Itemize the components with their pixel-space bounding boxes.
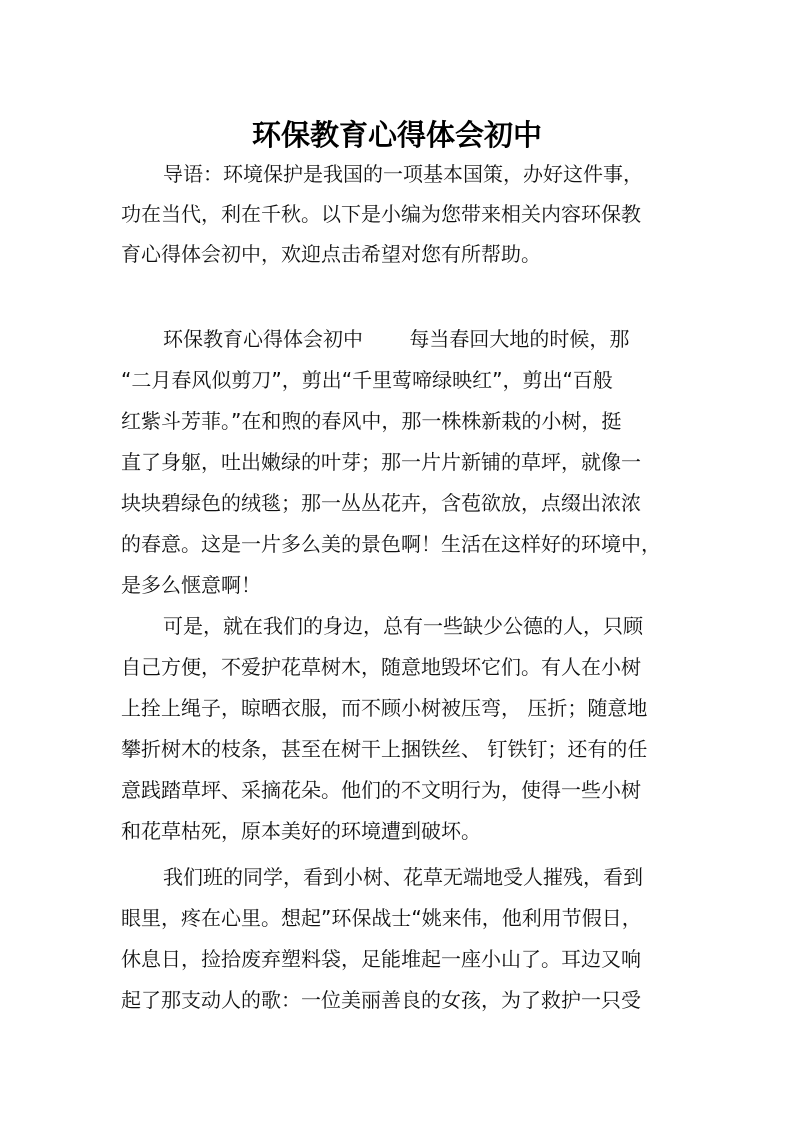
paragraph-line: 是多么惬意啊！: [121, 573, 261, 597]
paragraph-line: “二月春风似剪刀”，剪出“千里莺啼绿映红”，剪出“百般: [121, 368, 613, 392]
paragraph-line: 育心得体会初中，欢迎点击希望对您有所帮助。: [121, 242, 541, 266]
paragraph-line: 导语：环境保护是我国的一项基本国策，办好这件事，: [163, 162, 643, 186]
paragraph-line: 休息日，捡拾废弃塑料袋，足能堆起一座小山了。耳边又响: [121, 947, 641, 971]
paragraph-line: 攀折树木的枝条，甚至在树干上捆铁丝、 钉铁钉；还有的任: [121, 737, 648, 761]
paragraph-line: 功在当代，利在千秋。以下是小编为您带来相关内容环保教: [121, 202, 641, 226]
paragraph-line: 的春意。这是一片多么美的景色啊！生活在这样好的环境中，: [121, 532, 661, 556]
paragraph-line: 眼里，疼在心里。想起”环保战士“姚来伟，他利用节假日，: [121, 906, 642, 930]
paragraph-line: 和花草枯死，原本美好的环境遭到破坏。: [121, 819, 481, 843]
paragraph-line: 直了身躯，吐出嫩绿的叶芽；那一片片新铺的草坪，就像一: [121, 450, 641, 474]
paragraph-line: 环保教育心得体会初中 每当春回大地的时候，那: [163, 327, 630, 351]
paragraph-line: 起了那支动人的歌：一位美丽善良的女孩，为了救护一只受: [121, 988, 641, 1012]
paragraph-line: 红紫斗芳菲。”在和煦的春风中，那一株株新栽的小树，挺: [121, 409, 622, 433]
paragraph-line: 可是，就在我们的身边，总有一些缺少公德的人，只顾: [163, 614, 643, 638]
paragraph-line: 块块碧绿色的绒毯；那一丛丛花卉，含苞欲放，点缀出浓浓: [121, 491, 641, 515]
paragraph-line: 我们班的同学，看到小树、花草无端地受人摧残，看到: [163, 865, 643, 889]
document-title: 环保教育心得体会初中: [251, 118, 542, 153]
paragraph-line: 上拴上绳子，晾晒衣服，而不顾小树被压弯， 压折；随意地: [121, 696, 648, 720]
paragraph-line: 意践踏草坪、采摘花朵。他们的不文明行为，使得一些小树: [121, 778, 641, 802]
paragraph-line: 自己方便，不爱护花草树木，随意地毁坏它们。有人在小树: [121, 655, 641, 679]
